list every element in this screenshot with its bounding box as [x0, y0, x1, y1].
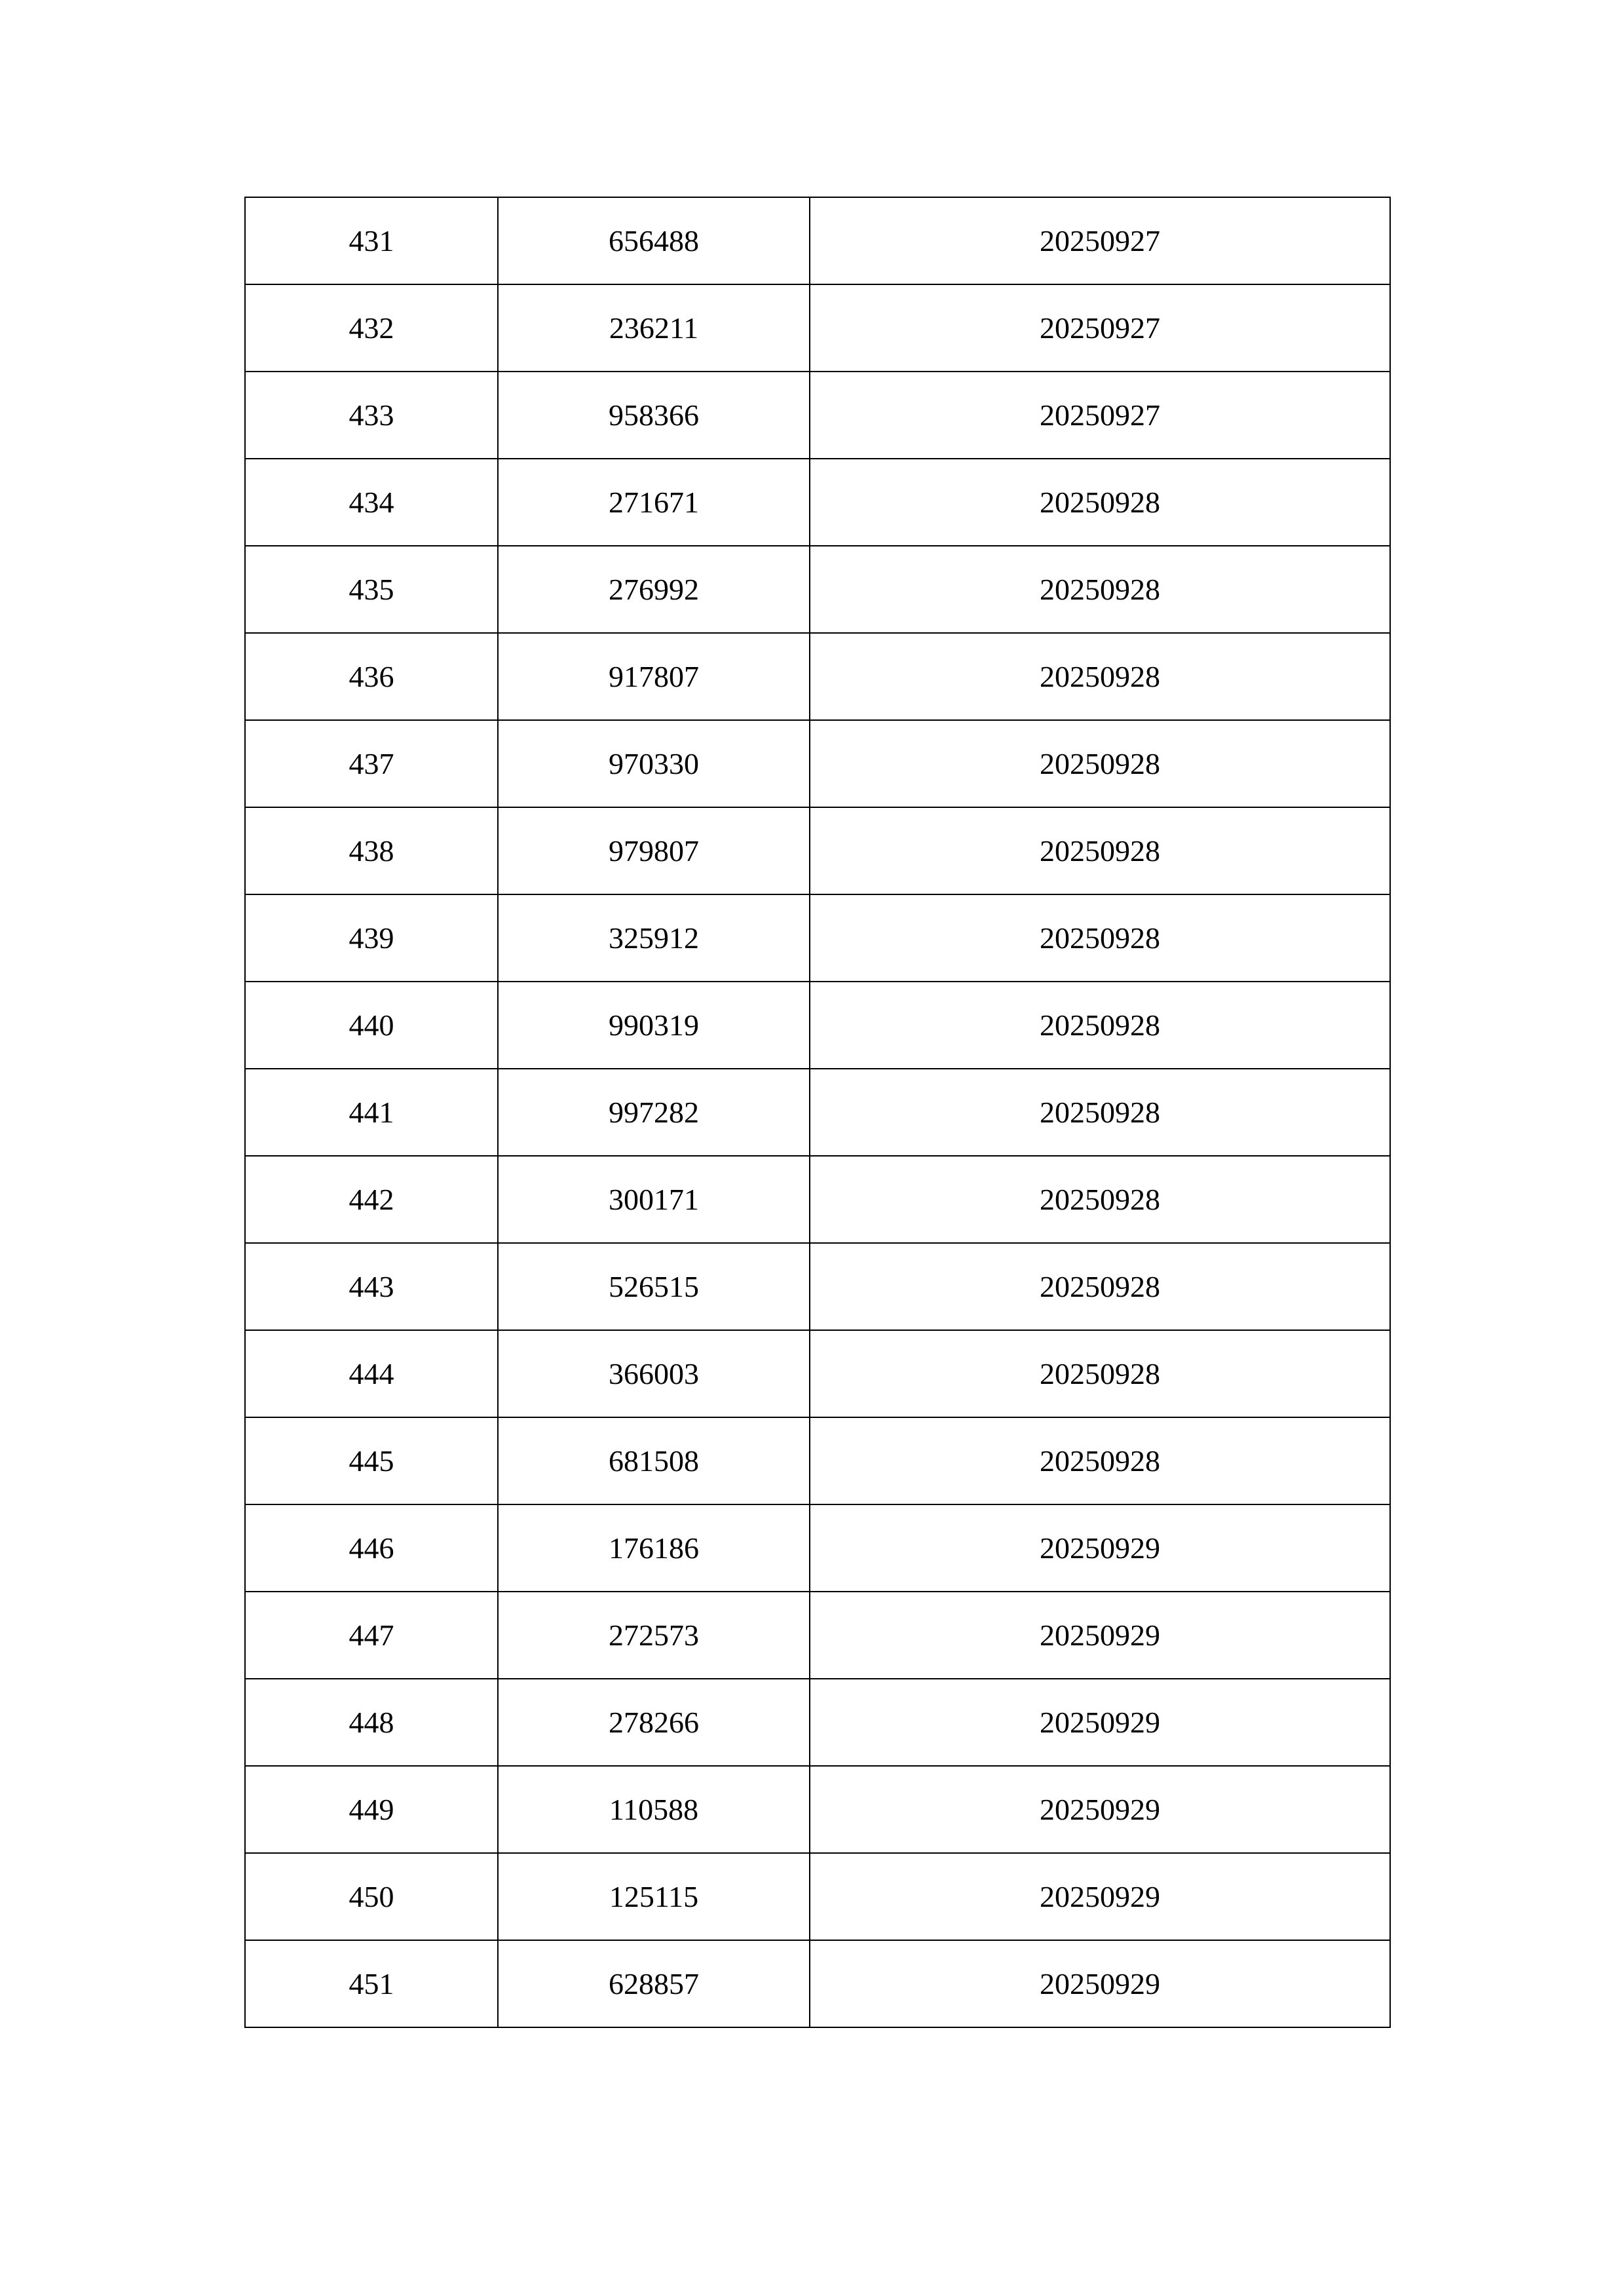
row-number-cell: 432 [245, 284, 498, 372]
date-cell: 20250929 [810, 1940, 1390, 2027]
date-cell: 20250928 [810, 546, 1390, 633]
table-row [245, 546, 1390, 633]
row-number-cell: 438 [245, 807, 498, 894]
row-number-cell: 442 [245, 1156, 498, 1243]
row-number-cell: 445 [245, 1417, 498, 1504]
code-cell: 278266 [498, 1679, 810, 1766]
code-cell: 628857 [498, 1940, 810, 2027]
code-cell: 656488 [498, 197, 810, 284]
table-row [245, 1679, 1390, 1766]
table-row [245, 1766, 1390, 1853]
date-cell: 20250928 [810, 1069, 1390, 1156]
code-cell: 366003 [498, 1330, 810, 1417]
table-row [245, 197, 1390, 284]
table-row [245, 720, 1390, 807]
code-cell: 176186 [498, 1504, 810, 1592]
row-number-cell: 447 [245, 1592, 498, 1679]
row-number-cell: 450 [245, 1853, 498, 1940]
date-cell: 20250929 [810, 1504, 1390, 1592]
date-cell: 20250928 [810, 982, 1390, 1069]
table-row [245, 284, 1390, 372]
code-cell: 236211 [498, 284, 810, 372]
date-cell: 20250927 [810, 372, 1390, 459]
date-cell: 20250929 [810, 1766, 1390, 1853]
date-cell: 20250928 [810, 720, 1390, 807]
row-number-cell: 451 [245, 1940, 498, 2027]
code-cell: 681508 [498, 1417, 810, 1504]
row-number-cell: 431 [245, 197, 498, 284]
date-cell: 20250928 [810, 1417, 1390, 1504]
code-cell: 300171 [498, 1156, 810, 1243]
row-number-cell: 440 [245, 982, 498, 1069]
table-row [245, 1417, 1390, 1504]
code-cell: 526515 [498, 1243, 810, 1330]
table-row [245, 1592, 1390, 1679]
row-number-cell: 441 [245, 1069, 498, 1156]
code-cell: 979807 [498, 807, 810, 894]
date-cell: 20250928 [810, 807, 1390, 894]
row-number-cell: 439 [245, 894, 498, 982]
table-row [245, 1069, 1390, 1156]
code-cell: 990319 [498, 982, 810, 1069]
table-row [245, 1156, 1390, 1243]
table-row [245, 807, 1390, 894]
table-row [245, 894, 1390, 982]
row-number-cell: 443 [245, 1243, 498, 1330]
date-cell: 20250929 [810, 1592, 1390, 1679]
table-row [245, 982, 1390, 1069]
code-cell: 917807 [498, 633, 810, 720]
table-row [245, 372, 1390, 459]
row-number-cell: 448 [245, 1679, 498, 1766]
row-number-cell: 449 [245, 1766, 498, 1853]
date-cell: 20250929 [810, 1679, 1390, 1766]
date-cell: 20250929 [810, 1853, 1390, 1940]
row-number-cell: 446 [245, 1504, 498, 1592]
table-row [245, 1243, 1390, 1330]
row-number-cell: 434 [245, 459, 498, 546]
code-cell: 272573 [498, 1592, 810, 1679]
date-cell: 20250928 [810, 1156, 1390, 1243]
table-row [245, 1330, 1390, 1417]
row-number-cell: 437 [245, 720, 498, 807]
date-cell: 20250928 [810, 894, 1390, 982]
row-number-cell: 436 [245, 633, 498, 720]
code-cell: 110588 [498, 1766, 810, 1853]
date-cell: 20250928 [810, 1330, 1390, 1417]
table-row [245, 1853, 1390, 1940]
date-cell: 20250928 [810, 459, 1390, 546]
data-table [244, 197, 1391, 2028]
table-row [245, 1504, 1390, 1592]
code-cell: 276992 [498, 546, 810, 633]
code-cell: 125115 [498, 1853, 810, 1940]
code-cell: 271671 [498, 459, 810, 546]
table-row [245, 1940, 1390, 2027]
date-cell: 20250928 [810, 633, 1390, 720]
table-row [245, 459, 1390, 546]
code-cell: 997282 [498, 1069, 810, 1156]
date-cell: 20250927 [810, 284, 1390, 372]
table-body [245, 197, 1390, 2027]
row-number-cell: 433 [245, 372, 498, 459]
code-cell: 325912 [498, 894, 810, 982]
table-row [245, 633, 1390, 720]
date-cell: 20250927 [810, 197, 1390, 284]
row-number-cell: 444 [245, 1330, 498, 1417]
code-cell: 970330 [498, 720, 810, 807]
date-cell: 20250928 [810, 1243, 1390, 1330]
code-cell: 958366 [498, 372, 810, 459]
row-number-cell: 435 [245, 546, 498, 633]
